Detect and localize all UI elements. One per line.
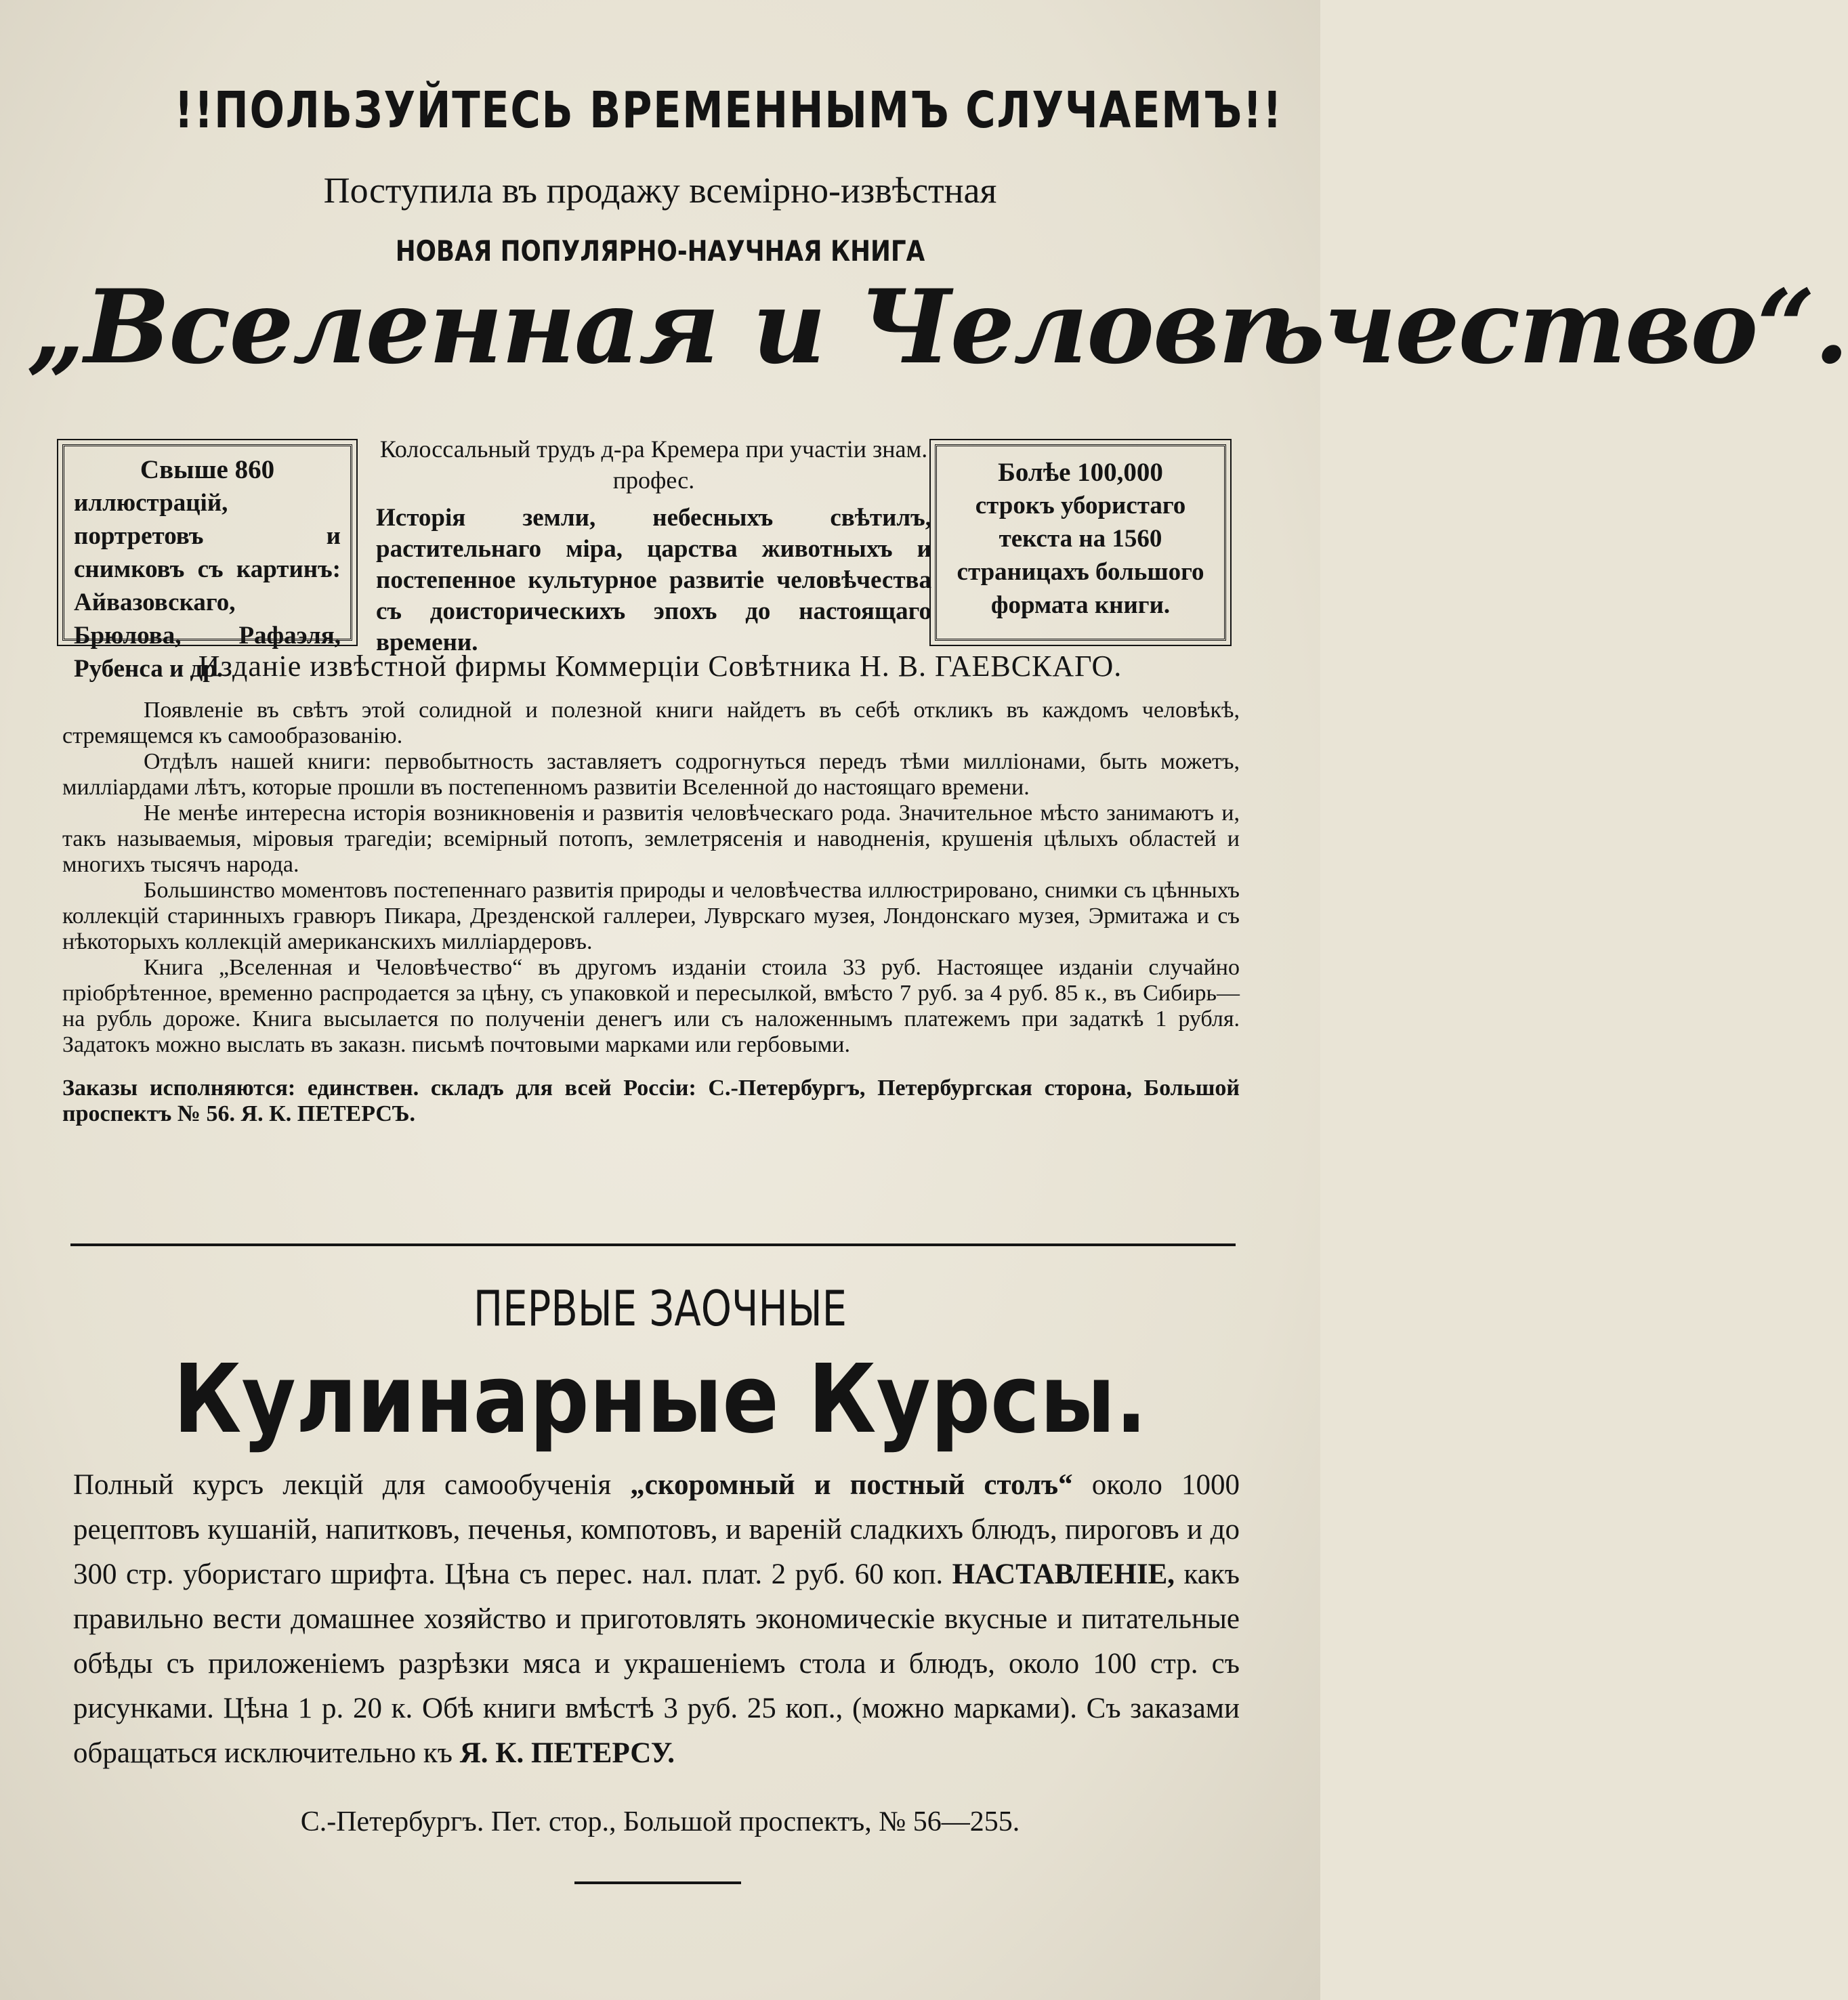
course-paragraph bbox=[73, 1463, 1240, 1776]
body-paragraph: Не менѣе интересна исторія возникновенія и развитія человѣческаго рода. Значительное мѣсто занимаютъ и, такъ называемыя, міровыя трагедіи; всемірный потопъ, землетрясенія и наводненія, крушенія цѣлыхъ областей и многихъ тысячъ народа. bbox=[62, 801, 1240, 877]
book-description bbox=[376, 433, 931, 658]
course-address: С.-Петербургъ. Пет. стор., Большой проспектъ, № 56—255. bbox=[300, 1806, 1020, 1837]
course-title: Кулинарные Курсы. bbox=[173, 1344, 1148, 1455]
body-paragraph: Появленіе въ свѣтъ этой солидной и полезной книги найдетъ въ себѣ откликъ въ каждомъ человѣкѣ, стремящемся къ самообразованію. bbox=[62, 698, 1240, 748]
course-kicker: ПЕРВЫЕ ЗАОЧНЫЕ bbox=[473, 1280, 847, 1337]
slogan-headline: !!ПОЛЬЗУЙТЕСЬ ВРЕМЕННЫМЪ СЛУЧАЕМЪ!! bbox=[174, 81, 1283, 140]
course-text-a-bold: „скоромный и постный столъ“ bbox=[630, 1469, 1073, 1501]
section-divider bbox=[70, 1243, 1236, 1246]
course-text-b: около 1000 рецептовъ кушаній, напитковъ, печенья, компотовъ, и вареній сладкихъ блюдъ, пироговъ и до 300 стр. убористаго шрифта. Цѣна съ перес. нал. плат. 2 руб. 60 коп. bbox=[73, 1469, 1240, 1590]
course-description bbox=[73, 1463, 1240, 1776]
announcement-subtitle: Поступила въ продажу всемірно-извѣстная bbox=[323, 170, 997, 211]
orders-notice: Заказы исполняются: единствен. складъ для всей Россіи: С.-Петербургъ, Петербургская сторона, Большой проспектъ № 56. Я. К. ПЕТЕРСЪ. bbox=[62, 1076, 1240, 1126]
publisher-line: Изданіе извѣстной фирмы Коммерціи Совѣтника Н. В. ГАЕВСКАГО. bbox=[198, 650, 1122, 683]
illustrations-box bbox=[62, 444, 352, 683]
contents-summary: Исторія земли, небесныхъ свѣтилъ, растительнаго міра, царства животныхъ и постепенное культурное развитіе человѣчества съ доисторическихъ эпохъ до настоящаго времени. bbox=[376, 504, 931, 656]
book-kind-heading: НОВАЯ ПОПУЛЯРНО-НАУЧНАЯ КНИГА bbox=[395, 234, 925, 268]
line-count: Болѣе 100,000 bbox=[998, 458, 1163, 487]
course-text-b-bold: НАСТАВЛЕНІЕ, bbox=[952, 1558, 1175, 1590]
article-body bbox=[62, 698, 1240, 1127]
illustrations-count: Свыше 860 bbox=[140, 455, 275, 484]
course-text-a: Полный курсъ лекцій для самообученія bbox=[73, 1469, 631, 1501]
author-line: Колоссальный трудъ д-ра Кремера при участіи знам. профес. bbox=[379, 435, 928, 494]
body-paragraph: Отдѣлъ нашей книги: первобытность заставляетъ содрогнуться передъ тѣми милліонами, быть можетъ, милліардами лѣтъ, которые прошли въ постепенномъ развитіи Вселенной до настоящаго времени. bbox=[62, 749, 1240, 800]
body-paragraph: Книга „Вселенная и Человѣчество“ въ другомъ изданіи стоила 33 руб. Настоящее изданіи случайно пріобрѣтенное, временно распродается за цѣну, съ упаковкой и пересылкой, вмѣсто 7 руб. за 4 руб. 85 к., въ Сибирь—на рубль дороже. Книга высылается по полученіи денегъ или съ наложеннымъ платежемъ при задаткѣ 1 рубля. Задатокъ можно выслать въ заказн. письмѣ почтовыми марками или гербовыми. bbox=[62, 955, 1240, 1057]
book-title: „Вселенная и Человѣчество“. bbox=[27, 268, 1848, 387]
volume-box bbox=[935, 444, 1226, 641]
closing-rule bbox=[574, 1881, 741, 1884]
course-text-c: какъ правильно вести домашнее хозяйство и приготовлять экономическіе вкусные и питательные обѣды съ приложеніемъ разрѣзки мяса и украшеніемъ стола и блюдъ, около 100 стр. съ рисунками. Цѣна 1 р. 20 к. Обѣ книги вмѣстѣ 3 руб. 25 коп., (можно марками). Съ заказами обращаться исключительно къ bbox=[73, 1558, 1240, 1769]
illustrations-text: иллюстрацій, портретовъ и снимковъ съ картинъ: Айвазовскаго, Брюлова, Рафаэля, Рубенса и др. bbox=[74, 489, 341, 683]
course-text-c-bold: Я. К. ПЕТЕРСУ. bbox=[459, 1737, 675, 1769]
volume-text: строкъ убористаго текста на 1560 страницахъ большого формата книги. bbox=[957, 492, 1204, 619]
body-paragraph: Большинство моментовъ постепеннаго развитія природы и человѣчества иллюстрировано, снимки съ цѣнныхъ коллекцій старинныхъ гравюръ Пикара, Дрезденской галлереи, Луврскаго музея, Лондонскаго музея, Эрмитажа и съ нѣкоторыхъ коллекцій американскихъ милліардеровъ. bbox=[62, 878, 1240, 954]
